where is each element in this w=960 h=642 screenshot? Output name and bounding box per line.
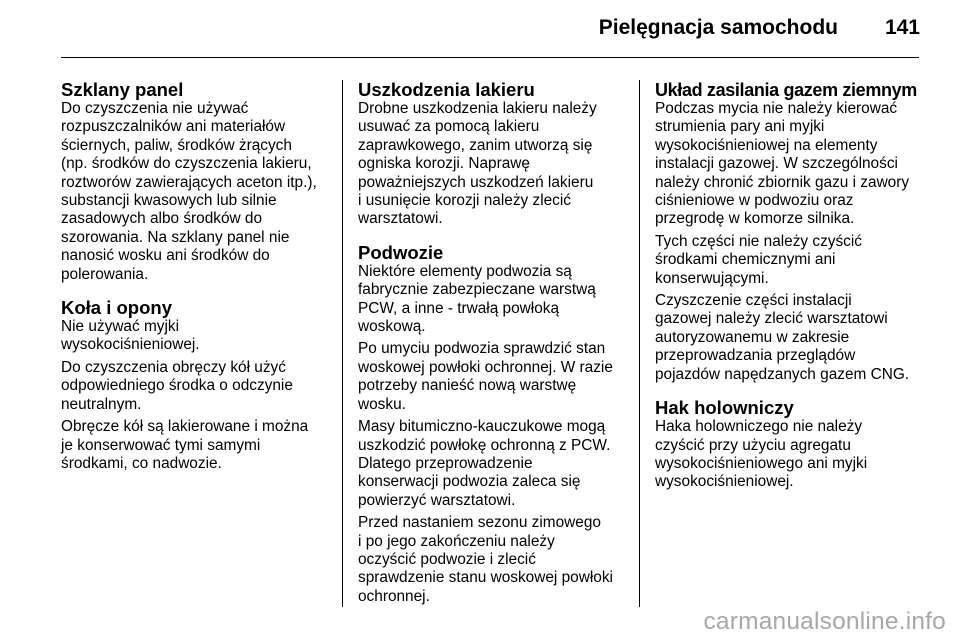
section-heading: Szklany panel <box>61 79 184 100</box>
section-uklad-zasilania-gazem <box>655 80 925 384</box>
watermark: carmanualsonline.info <box>703 608 946 635</box>
section-heading: Hak holowniczy <box>655 397 794 419</box>
section-heading: Układ zasilania gazem ziemnym <box>655 80 917 100</box>
paragraph: Czyszczenie części instalacji gazowej należy zlecić warsztatowi autoryzowanemu w zakresie przeprowadzania przeglądów pojazdów napędzanych gazem CNG. <box>655 292 910 383</box>
paragraph: Obręcze kół są lakierowane i można je konserwować tymi samymi środkami, co nadwozie. <box>61 418 309 472</box>
paragraph: Podczas mycia nie należy kierować strumienia pary ani myjki wysokociśnieniowej na elementy instalacji gazowej. W szczególności należy chronić zbiornik gazu i zawory ciśnieniowe w podwoziu oraz przegrodę w komorze silnika. <box>655 100 910 228</box>
column-divider <box>639 80 640 607</box>
paragraph: Drobne uszkodzenia lakieru należy usuwać za pomocą lakieru zaprawkowego, zanim utworzą się ogniska korozji. Naprawę poważniejszych uszkodzeń lakieru i usunięcie korozji należy zlecić warsztatowi. <box>358 100 597 228</box>
section-heading: Koła i opony <box>61 297 172 319</box>
paragraph: Nie używać myjki wysokociśnieniowej. <box>61 318 200 354</box>
paragraph: Niektóre elementy podwozia są fabrycznie zabezpieczane warstwą PCW, a inne - trwałą powłoką woskową. <box>358 262 596 336</box>
page-number: 141 <box>884 16 920 39</box>
paragraph: Haka holowniczego nie należy czyścić przy użyciu agregatu wysokociśnieniowego ani myjki wysokociśnieniowej. <box>655 418 868 491</box>
text-column-1 <box>61 80 331 487</box>
section-hak-holowniczy <box>655 398 925 492</box>
paragraph: Do czyszczenia nie używać rozpuszczalników ani materiałów ściernych, paliw, środków żrących (np. środków do czyszczenia lakieru, roztworów zawierających aceton itp.), substancji kwasowych lub silnie zasadowych albo środków do szorowania. Na szklany panel nie nanosić wosku ani środków do polerowania. <box>61 100 317 283</box>
section-heading: Uszkodzenia lakieru <box>358 79 535 100</box>
section-uszkodzenia-lakieru <box>358 80 628 229</box>
paragraph: Masy bitumiczno-kauczukowe mogą uszkodzić powłokę ochronną z PCW. Dlatego przeprowadzenie konserwacji podwozia zaleca się powierzyć warsztatowi. <box>358 418 611 509</box>
page-header <box>0 16 960 46</box>
paragraph: Przed nastaniem sezonu zimowego i po jego zakończeniu należy oczyścić podwozie i zlecić sprawdzenie stanu woskowej powłoki ochronnej. <box>358 514 613 605</box>
header-rule <box>61 57 919 58</box>
column-divider <box>342 80 343 607</box>
section-heading: Podwozie <box>358 241 444 263</box>
section-szklany-panel <box>61 80 331 284</box>
section-podwozie <box>358 243 628 606</box>
section-kola-i-opony <box>61 298 331 473</box>
page-title: Pielęgnacja samochodu <box>598 16 838 39</box>
paragraph: Po umyciu podwozia sprawdzić stan woskowej powłoki ochronnej. W razie potrzeby nanieść nową warstwę wosku. <box>358 340 613 413</box>
text-column-2 <box>358 80 628 620</box>
paragraph: Do czyszczenia obręczy kół użyć odpowiedniego środka o odczynie neutralnym. <box>61 358 293 413</box>
paragraph: Tych części nie należy czyścić środkami chemicznymi ani konserwującymi. <box>655 232 862 287</box>
text-column-3 <box>655 80 925 506</box>
